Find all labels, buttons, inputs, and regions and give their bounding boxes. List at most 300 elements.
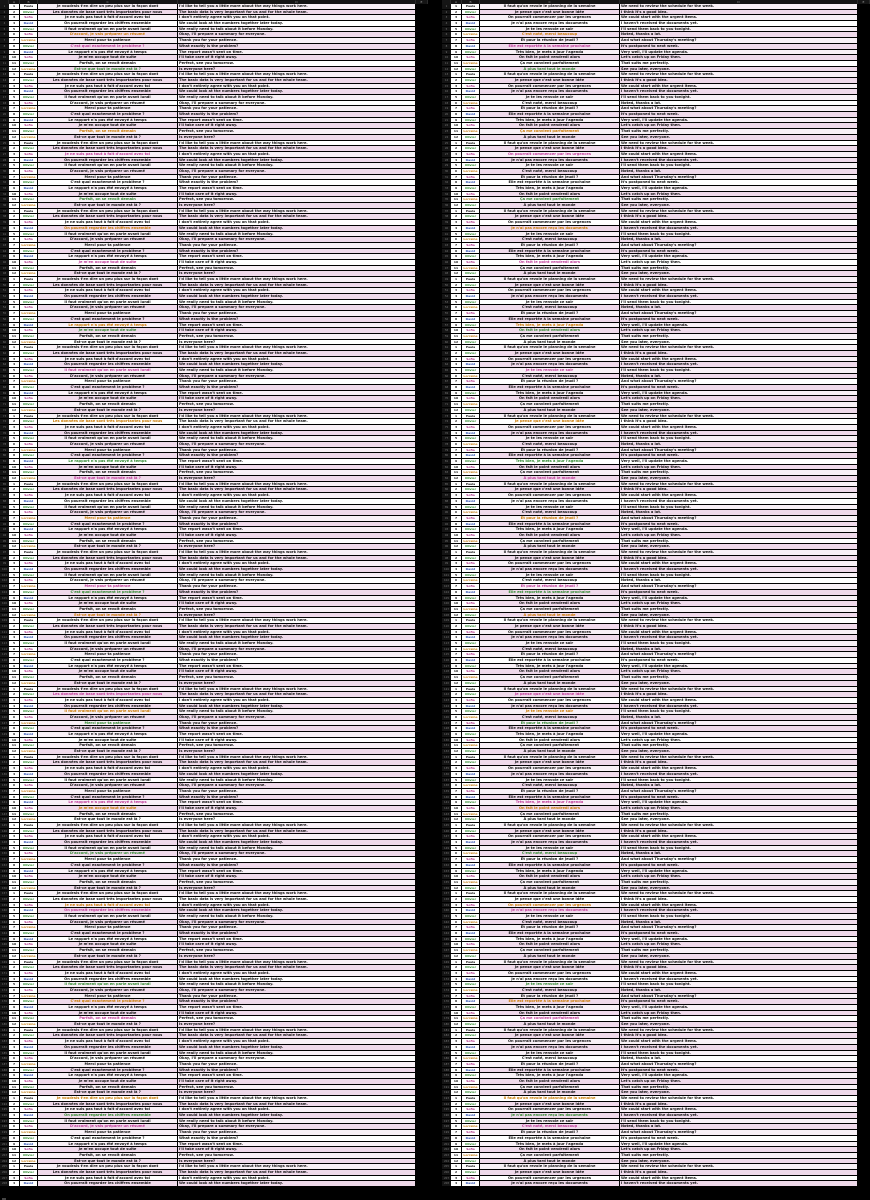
cell-id[interactable]: 3 (451, 152, 462, 157)
row-number[interactable]: 152 (0, 863, 9, 868)
cell-translation[interactable]: I don't entirely agree with you on that point. (178, 561, 416, 566)
cell-speaker[interactable]: Lorraine (20, 476, 38, 481)
cell-speaker[interactable]: Olivier (20, 914, 38, 919)
cell-speaker[interactable]: Olivier (20, 180, 38, 185)
cell-source-text[interactable]: Il faut qu'on revoie le planning de la semaine (480, 891, 620, 896)
cell-source-text[interactable]: Je voudrais t'en dire un peu plus sur la façon dont (38, 891, 178, 896)
cell-speaker[interactable]: Sofia (462, 260, 480, 265)
cell-translation[interactable]: What exactly is the problem? (178, 317, 416, 322)
cell-id[interactable]: 7 (451, 1130, 462, 1135)
cell-source-text[interactable]: Est-ce que tout le monde est là ? (38, 613, 178, 618)
cell-source-text[interactable]: Il faut vraiment qu'on en parle avant lundi (38, 505, 178, 510)
row-number[interactable]: 205 (442, 1164, 451, 1169)
cell-speaker[interactable]: Lorraine (20, 311, 38, 316)
cell-speaker[interactable]: Sofia (20, 493, 38, 498)
cell-translation[interactable]: Very well, I'll update the agenda. (620, 1142, 858, 1147)
cell-translation[interactable]: We could look at the numbers together later today. (178, 977, 416, 982)
cell-translation[interactable]: I'd like to tell you a little more about the way things work here. (178, 141, 416, 146)
cell-id[interactable]: 8 (9, 180, 20, 185)
cell-source-text[interactable]: Je ne suis pas tout à fait d'accord avec toi (38, 1176, 178, 1181)
cell-id[interactable]: 1 (451, 550, 462, 555)
cell-id[interactable]: 5 (9, 163, 20, 168)
cell-source-text[interactable]: C'est noté, merci beaucoup (480, 578, 620, 583)
cell-speaker[interactable]: Sofia (462, 1062, 480, 1067)
cell-translation[interactable]: We need to review the schedule for the week. (620, 141, 858, 146)
cell-translation[interactable]: I haven't received the documents yet. (620, 840, 858, 845)
cell-source-text[interactable]: C'est quoi exactement le problème ? (38, 317, 178, 322)
cell-speaker[interactable]: Sofia (462, 561, 480, 566)
cell-translation[interactable]: The basic data is very important for us and for the whole team. (178, 897, 416, 902)
cell-speaker[interactable]: Olivier (20, 334, 38, 339)
cell-id[interactable]: 4 (451, 362, 462, 367)
cell-speaker[interactable]: Olivier (462, 937, 480, 942)
cell-speaker[interactable]: Paula (20, 482, 38, 487)
cell-speaker[interactable]: Sofia (462, 834, 480, 839)
row-number[interactable]: 185 (442, 1051, 451, 1056)
cell-speaker[interactable]: Sofia (20, 669, 38, 674)
cell-translation[interactable]: See you later, everyone. (620, 203, 858, 208)
row-number[interactable]: 47 (0, 266, 9, 271)
cell-id[interactable]: 2 (451, 760, 462, 765)
cell-translation[interactable]: And what about Thursday's meeting? (620, 311, 858, 316)
cell-id[interactable]: 12 (9, 886, 20, 891)
cell-id[interactable]: 7 (451, 175, 462, 180)
cell-speaker[interactable]: Olivier (20, 78, 38, 83)
cell-id[interactable]: 2 (9, 419, 20, 424)
row-number[interactable]: 182 (0, 1033, 9, 1038)
cell-speaker[interactable]: Olivier (20, 590, 38, 595)
row-number[interactable]: 124 (0, 704, 9, 709)
cell-id[interactable]: 1 (9, 891, 20, 896)
cell-source-text[interactable]: On pourrait commencer par les urgences (480, 152, 620, 157)
row-number[interactable]: 131 (0, 743, 9, 748)
cell-id[interactable]: 10 (451, 328, 462, 333)
cell-id[interactable]: 12 (9, 954, 20, 959)
row-number[interactable]: 13 (442, 72, 451, 77)
cell-id[interactable]: 8 (9, 726, 20, 731)
cell-speaker[interactable]: Olivier (462, 760, 480, 765)
cell-source-text[interactable]: Et pour la réunion de jeudi ? (480, 925, 620, 930)
cell-translation[interactable]: We could start with the urgent items. (620, 220, 858, 225)
cell-translation[interactable]: What exactly is the problem? (178, 658, 416, 663)
cell-source-text[interactable]: Le rapport n'a pas été envoyé à temps (38, 732, 178, 737)
cell-source-text[interactable]: Je m'en occupe tout de suite (38, 1011, 178, 1016)
cell-id[interactable]: 9 (451, 391, 462, 396)
cell-id[interactable]: 2 (451, 351, 462, 356)
cell-id[interactable]: 3 (451, 425, 462, 430)
cell-translation[interactable]: Noted, thanks a lot. (620, 1124, 858, 1129)
cell-speaker[interactable]: Lorraine (462, 578, 480, 583)
row-number[interactable]: 80 (442, 453, 451, 458)
row-number[interactable]: 126 (442, 715, 451, 720)
cell-id[interactable]: 8 (9, 453, 20, 458)
row-number[interactable]: 30 (442, 169, 451, 174)
cell-speaker[interactable]: Sofia (462, 994, 480, 999)
cell-translation[interactable]: Perfect, see you tomorrow. (178, 675, 416, 680)
cell-speaker[interactable]: David (20, 596, 38, 601)
row-number[interactable]: 18 (0, 101, 9, 106)
cell-source-text[interactable]: On pourrait commencer par les urgences (480, 766, 620, 771)
row-number[interactable]: 136 (442, 772, 451, 777)
cell-id[interactable]: 10 (451, 533, 462, 538)
cell-translation[interactable]: Very well, I'll update the agenda. (620, 254, 858, 259)
cell-translation[interactable]: We could look at the numbers together later today. (178, 704, 416, 709)
cell-source-text[interactable]: Je m'en occupe tout de suite (38, 328, 178, 333)
row-number[interactable]: 130 (0, 738, 9, 743)
row-number[interactable]: 203 (0, 1153, 9, 1158)
cell-speaker[interactable]: David (462, 317, 480, 322)
cell-translation[interactable]: I don't entirely agree with you on that point. (178, 288, 416, 293)
row-number[interactable]: 205 (0, 1164, 9, 1169)
row-number[interactable]: 100 (442, 567, 451, 572)
row-number[interactable]: 87 (442, 493, 451, 498)
right-sheet-pane[interactable] (442, 0, 870, 1200)
cell-speaker[interactable]: Sofia (462, 971, 480, 976)
row-number[interactable]: 30 (0, 169, 9, 174)
cell-speaker[interactable]: Olivier (20, 965, 38, 970)
cell-id[interactable]: 6 (9, 1124, 20, 1129)
row-number[interactable]: 50 (442, 283, 451, 288)
row-number[interactable]: 166 (0, 942, 9, 947)
cell-translation[interactable]: What exactly is the problem? (178, 522, 416, 527)
cell-speaker[interactable]: Sofia (462, 874, 480, 879)
cell-source-text[interactable]: Je te les renvoie ce soir (480, 914, 620, 919)
cell-source-text[interactable]: C'est quoi exactement le problème ? (38, 863, 178, 868)
cell-translation[interactable]: Very well, I'll update the agenda. (620, 596, 858, 601)
cell-source-text[interactable]: Parfait, on se revoit demain (38, 266, 178, 271)
cell-speaker[interactable]: Lorraine (462, 169, 480, 174)
row-number[interactable]: 55 (442, 311, 451, 316)
cell-source-text[interactable]: C'est quoi exactement le problème ? (38, 44, 178, 49)
cell-speaker[interactable]: Sofia (20, 220, 38, 225)
cell-translation[interactable]: Thank you for your patience. (178, 448, 416, 453)
cell-id[interactable]: 2 (9, 1033, 20, 1038)
cell-id[interactable]: 5 (9, 368, 20, 373)
cell-translation[interactable]: And what about Thursday's meeting? (620, 106, 858, 111)
row-number[interactable]: 33 (442, 186, 451, 191)
cell-id[interactable]: 7 (9, 994, 20, 999)
row-number[interactable]: 137 (0, 778, 9, 783)
cell-translation[interactable]: What exactly is the problem? (178, 590, 416, 595)
cell-speaker[interactable]: David (462, 44, 480, 49)
row-number[interactable]: 132 (442, 749, 451, 754)
row-number[interactable]: 28 (0, 158, 9, 163)
row-number[interactable]: 69 (442, 391, 451, 396)
row-number[interactable]: 6 (0, 32, 9, 37)
cell-translation[interactable]: I'll send them back to you tonight. (620, 846, 858, 851)
cell-translation[interactable]: Let's catch up on Friday then. (620, 738, 858, 743)
cell-id[interactable]: 9 (9, 664, 20, 669)
cell-source-text[interactable]: Est-ce que tout le monde est là ? (38, 203, 178, 208)
cell-id[interactable]: 6 (9, 32, 20, 37)
row-number[interactable]: 207 (0, 1176, 9, 1181)
row-number[interactable]: 14 (442, 78, 451, 83)
cell-source-text[interactable]: D'accord, je vais préparer un résumé (38, 988, 178, 993)
cell-id[interactable]: 9 (451, 937, 462, 942)
cell-translation[interactable]: I haven't received the documents yet. (620, 908, 858, 913)
cell-source-text[interactable]: On fait le point vendredi alors (480, 533, 620, 538)
cell-translation[interactable]: And what about Thursday's meeting? (620, 1130, 858, 1135)
cell-id[interactable]: 3 (9, 834, 20, 839)
row-number[interactable]: 84 (442, 476, 451, 481)
cell-source-text[interactable]: On fait le point vendredi alors (480, 942, 620, 947)
cell-speaker[interactable]: Olivier (462, 965, 480, 970)
cell-translation[interactable]: I'd like to tell you a little more about the way things work here. (178, 1164, 416, 1169)
cell-translation[interactable]: I'd like to tell you a little more about the way things work here. (178, 72, 416, 77)
row-number[interactable]: 77 (0, 436, 9, 441)
cell-id[interactable]: 2 (9, 78, 20, 83)
cell-speaker[interactable]: Paula (20, 1164, 38, 1169)
cell-speaker[interactable]: David (462, 931, 480, 936)
cell-speaker[interactable]: Olivier (462, 436, 480, 441)
row-number[interactable]: 202 (0, 1147, 9, 1152)
cell-source-text[interactable]: Je te les renvoie ce soir (480, 573, 620, 578)
cell-translation[interactable]: I don't entirely agree with you on that point. (178, 84, 416, 89)
cell-translation[interactable]: I don't entirely agree with you on that point. (178, 220, 416, 225)
cell-source-text[interactable]: Merci pour ta patience (38, 448, 178, 453)
cell-source-text[interactable]: C'est noté, merci beaucoup (480, 783, 620, 788)
cell-translation[interactable]: I'll take care of it right away. (178, 1079, 416, 1084)
cell-id[interactable]: 3 (9, 425, 20, 430)
cell-translation[interactable]: That suits me perfectly. (620, 743, 858, 748)
cell-translation[interactable]: We could look at the numbers together later today. (178, 1181, 416, 1186)
cell-speaker[interactable]: David (20, 732, 38, 737)
cell-id[interactable]: 11 (451, 266, 462, 271)
row-number[interactable]: 17 (442, 95, 451, 100)
cell-speaker[interactable]: Olivier (20, 470, 38, 475)
row-number[interactable]: 202 (442, 1147, 451, 1152)
cell-source-text[interactable]: Je voudrais t'en dire un peu plus sur la façon dont (38, 4, 178, 9)
cell-id[interactable]: 9 (451, 1005, 462, 1010)
row-number[interactable]: 129 (442, 732, 451, 737)
row-number[interactable]: 53 (442, 300, 451, 305)
cell-id[interactable]: 1 (9, 414, 20, 419)
cell-translation[interactable]: Let's catch up on Friday then. (620, 874, 858, 879)
cell-speaker[interactable]: David (20, 1073, 38, 1078)
row-number[interactable]: 194 (442, 1102, 451, 1107)
row-number[interactable]: 162 (0, 920, 9, 925)
cell-source-text[interactable]: À plus tard tout le monde (480, 340, 620, 345)
cell-translation[interactable]: Is everyone here? (178, 203, 416, 208)
cell-speaker[interactable]: Olivier (462, 351, 480, 356)
cell-speaker[interactable]: Olivier (20, 982, 38, 987)
cell-translation[interactable]: Very well, I'll update the agenda. (620, 732, 858, 737)
cell-id[interactable]: 4 (451, 908, 462, 913)
cell-speaker[interactable]: David (20, 840, 38, 845)
cell-source-text[interactable]: Je ne suis pas tout à fait d'accord avec toi (38, 903, 178, 908)
cell-id[interactable]: 4 (451, 294, 462, 299)
cell-speaker[interactable]: David (20, 499, 38, 504)
cell-id[interactable]: 9 (9, 118, 20, 123)
cell-source-text[interactable]: Les données de base sont très importantes pour nous (38, 897, 178, 902)
cell-source-text[interactable]: Les données de base sont très importantes pour nous (38, 556, 178, 561)
cell-id[interactable]: 2 (9, 965, 20, 970)
cell-id[interactable]: 11 (451, 1085, 462, 1090)
row-number[interactable]: 58 (442, 328, 451, 333)
cell-translation[interactable]: We need to review the schedule for the week. (620, 209, 858, 214)
cell-speaker[interactable]: David (462, 704, 480, 709)
cell-source-text[interactable]: Parfait, on se revoit demain (38, 675, 178, 680)
cell-source-text[interactable]: Merci pour ta patience (38, 175, 178, 180)
cell-source-text[interactable]: Je pense que c'est une bonne idée (480, 283, 620, 288)
row-number[interactable]: 192 (0, 1090, 9, 1095)
cell-translation[interactable]: We could look at the numbers together later today. (178, 840, 416, 845)
cell-id[interactable]: 8 (451, 112, 462, 117)
row-number[interactable]: 186 (442, 1056, 451, 1061)
cell-source-text[interactable]: À plus tard tout le monde (480, 203, 620, 208)
cell-speaker[interactable]: Sofia (462, 516, 480, 521)
cell-id[interactable]: 12 (451, 271, 462, 276)
cell-speaker[interactable]: David (462, 362, 480, 367)
cell-source-text[interactable]: Je pense que c'est une bonne idée (480, 1170, 620, 1175)
cell-translation[interactable]: Noted, thanks a lot. (620, 101, 858, 106)
cell-source-text[interactable]: Ça me convient parfaitement (480, 743, 620, 748)
cell-id[interactable]: 10 (451, 192, 462, 197)
cell-source-text[interactable]: C'est noté, merci beaucoup (480, 101, 620, 106)
cell-speaker[interactable]: Olivier (462, 419, 480, 424)
row-number[interactable]: 138 (442, 783, 451, 788)
cell-speaker[interactable]: Olivier (462, 487, 480, 492)
row-number[interactable]: 119 (0, 675, 9, 680)
cell-source-text[interactable]: Je ne suis pas tout à fait d'accord avec toi (38, 766, 178, 771)
cell-translation[interactable]: See you later, everyone. (620, 67, 858, 72)
cell-translation[interactable]: The basic data is very important for us and for the whole team. (178, 692, 416, 697)
cell-speaker[interactable]: Lorraine (20, 271, 38, 276)
row-number[interactable]: 61 (442, 345, 451, 350)
row-number[interactable]: 145 (442, 823, 451, 828)
cell-source-text[interactable]: Elle est reportée à la semaine prochaine (480, 1068, 620, 1073)
cell-id[interactable]: 9 (9, 596, 20, 601)
row-number[interactable]: 40 (0, 226, 9, 231)
cell-speaker[interactable]: Sofia (20, 834, 38, 839)
cell-speaker[interactable]: Paula (20, 755, 38, 760)
cell-id[interactable]: 2 (451, 487, 462, 492)
cell-id[interactable]: 9 (9, 527, 20, 532)
cell-id[interactable]: 10 (451, 123, 462, 128)
row-number[interactable]: 204 (0, 1159, 9, 1164)
cell-id[interactable]: 2 (9, 556, 20, 561)
cell-id[interactable]: 6 (9, 920, 20, 925)
cell-translation[interactable]: We could start with the urgent items. (620, 698, 858, 703)
col-header-d[interactable]: D (178, 0, 416, 4)
cell-translation[interactable]: Very well, I'll update the agenda. (620, 664, 858, 669)
cell-speaker[interactable]: Olivier (462, 692, 480, 697)
cell-speaker[interactable]: David (462, 294, 480, 299)
cell-source-text[interactable]: C'est quoi exactement le problème ? (38, 999, 178, 1004)
cell-id[interactable]: 12 (451, 1022, 462, 1027)
cell-speaker[interactable]: Olivier (462, 681, 480, 686)
cell-source-text[interactable]: Très bien, je mets à jour l'agenda (480, 664, 620, 669)
cell-source-text[interactable]: C'est noté, merci beaucoup (480, 32, 620, 37)
cell-source-text[interactable]: Elle est reportée à la semaine prochaine (480, 249, 620, 254)
table-row[interactable] (442, 1181, 870, 1187)
row-number[interactable]: 38 (442, 214, 451, 219)
cell-id[interactable]: 6 (9, 647, 20, 652)
cell-id[interactable]: 9 (451, 186, 462, 191)
row-number[interactable]: 4 (0, 21, 9, 26)
cell-translation[interactable]: The basic data is very important for us and for the whole team. (178, 283, 416, 288)
row-number[interactable]: 201 (442, 1142, 451, 1147)
cell-id[interactable]: 12 (451, 886, 462, 891)
row-number[interactable]: 172 (442, 977, 451, 982)
row-number[interactable]: 76 (0, 431, 9, 436)
cell-speaker[interactable]: Sofia (20, 783, 38, 788)
row-number[interactable]: 74 (442, 419, 451, 424)
cell-speaker[interactable]: Lorraine (20, 203, 38, 208)
cell-id[interactable]: 1 (9, 277, 20, 282)
cell-source-text[interactable]: Il faut vraiment qu'on en parle avant lundi (38, 436, 178, 441)
cell-source-text[interactable]: Merci pour ta patience (38, 584, 178, 589)
cell-translation[interactable]: I'll take care of it right away. (178, 1011, 416, 1016)
cell-translation[interactable]: Is everyone here? (178, 67, 416, 72)
cell-translation[interactable]: Noted, thanks a lot. (620, 1056, 858, 1061)
row-number[interactable]: 35 (442, 197, 451, 202)
cell-id[interactable]: 5 (9, 641, 20, 646)
cell-source-text[interactable]: Les données de base sont très importantes pour nous (38, 1033, 178, 1038)
row-number[interactable]: 166 (442, 942, 451, 947)
cell-speaker[interactable]: Paula (20, 345, 38, 350)
row-number[interactable]: 131 (442, 743, 451, 748)
cell-id[interactable]: 2 (9, 829, 20, 834)
cell-source-text[interactable]: Elle est reportée à la semaine prochaine (480, 522, 620, 527)
cell-id[interactable]: 5 (451, 436, 462, 441)
cell-speaker[interactable]: David (20, 635, 38, 640)
cell-translation[interactable]: We really need to talk about it before Monday. (178, 1119, 416, 1124)
cell-translation[interactable]: I haven't received the documents yet. (620, 362, 858, 367)
row-number[interactable]: 73 (0, 414, 9, 419)
cell-speaker[interactable]: Sofia (462, 448, 480, 453)
cell-translation[interactable]: Okay, I'll prepare a summary for everyone. (178, 305, 416, 310)
row-number[interactable]: 46 (0, 260, 9, 265)
cell-translation[interactable]: Is everyone here? (178, 1090, 416, 1095)
cell-translation[interactable]: I'll take care of it right away. (178, 123, 416, 128)
cell-speaker[interactable]: Olivier (20, 351, 38, 356)
cell-translation[interactable]: Perfect, see you tomorrow. (178, 1016, 416, 1021)
row-number[interactable]: 94 (442, 533, 451, 538)
cell-source-text[interactable]: On pourrait commencer par les urgences (480, 220, 620, 225)
cell-id[interactable]: 9 (9, 186, 20, 191)
cell-source-text[interactable]: Est-ce que tout le monde est là ? (38, 476, 178, 481)
cell-speaker[interactable]: Olivier (20, 27, 38, 32)
cell-speaker[interactable]: Lorraine (462, 1124, 480, 1129)
col-header-c[interactable]: C (480, 0, 620, 4)
row-number[interactable]: 21 (442, 118, 451, 123)
cell-source-text[interactable]: Elle est reportée à la semaine prochaine (480, 726, 620, 731)
cell-source-text[interactable]: On pourrait commencer par les urgences (480, 698, 620, 703)
row-number[interactable]: 2 (442, 10, 451, 15)
cell-speaker[interactable]: Olivier (462, 323, 480, 328)
row-number[interactable]: 86 (442, 487, 451, 492)
cell-id[interactable]: 12 (451, 408, 462, 413)
row-number[interactable]: 85 (442, 482, 451, 487)
cell-source-text[interactable]: Je pense que c'est une bonne idée (480, 760, 620, 765)
cell-translation[interactable]: I'll send them back to you tonight. (620, 641, 858, 646)
cell-id[interactable]: 5 (9, 846, 20, 851)
cell-speaker[interactable]: Lorraine (20, 1090, 38, 1095)
cell-id[interactable]: 3 (451, 630, 462, 635)
cell-speaker[interactable]: Sofia (20, 374, 38, 379)
cell-source-text[interactable]: Je te les renvoie ce soir (480, 1051, 620, 1056)
cell-speaker[interactable]: David (462, 1068, 480, 1073)
row-number[interactable]: 52 (442, 294, 451, 299)
row-number[interactable]: 103 (442, 584, 451, 589)
cell-id[interactable]: 1 (451, 960, 462, 965)
cell-speaker[interactable]: Paula (20, 414, 38, 419)
cell-speaker[interactable]: Lorraine (462, 675, 480, 680)
cell-source-text[interactable]: À plus tard tout le monde (480, 1022, 620, 1027)
row-number[interactable]: 40 (442, 226, 451, 231)
cell-id[interactable]: 5 (9, 1051, 20, 1056)
